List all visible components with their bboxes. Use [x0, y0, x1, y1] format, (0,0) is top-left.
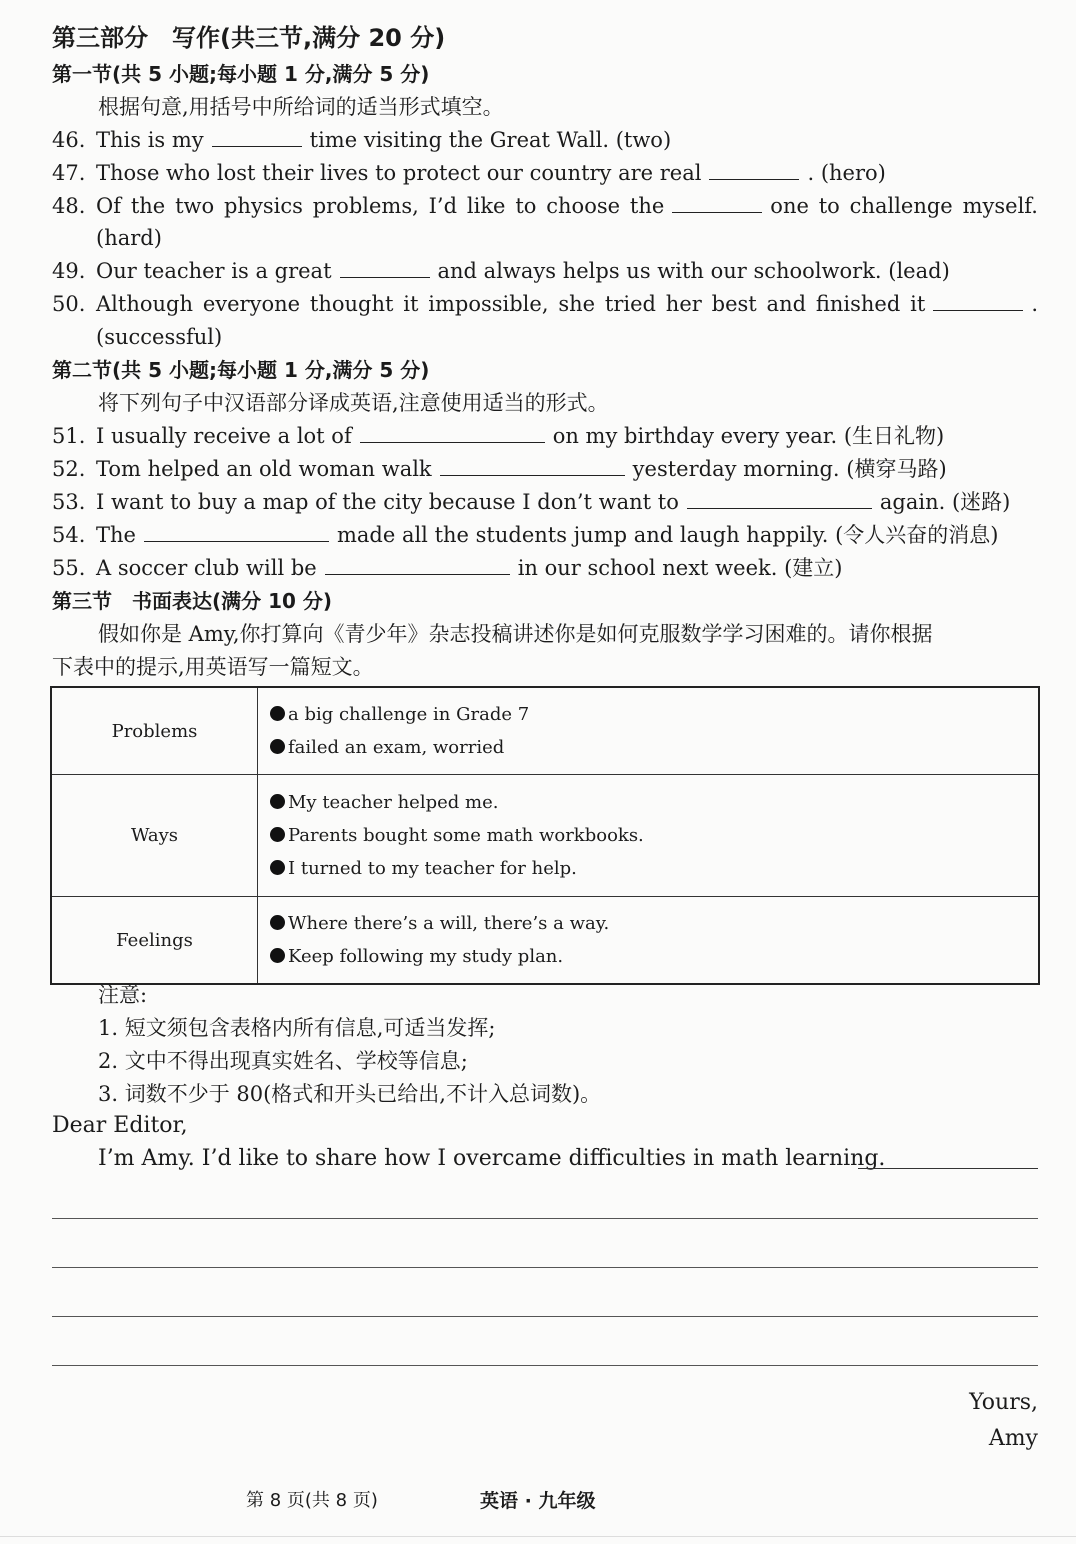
table-row — [51, 687, 1039, 775]
table-point: Where there’s a will, there’s a way. — [270, 907, 1026, 940]
table-point: failed an exam, worried — [270, 731, 1026, 764]
table-category: Ways — [51, 775, 258, 897]
question-text-after: one to challenge myself. — [770, 194, 1038, 218]
question-number: 52. — [52, 457, 86, 481]
bullet-dot-icon — [270, 827, 285, 842]
section3-prompt-line2: 下表中的提示,用英语写一篇短文。 — [52, 655, 374, 679]
question-text-continued: (hard) — [96, 226, 162, 250]
section2-title: 第二节(共 5 小题;每小题 1 分,满分 5 分) — [52, 358, 430, 382]
note-item: 2. 文中不得出现真实姓名、学校等信息; — [98, 1049, 468, 1073]
question-text-before: This is my — [96, 128, 204, 152]
table-point: Keep following my study plan. — [270, 940, 1026, 973]
table-row — [51, 897, 1039, 985]
table-points — [258, 897, 1040, 985]
question-text-before: A soccer club will be — [96, 556, 317, 580]
question-number: 53. — [52, 490, 86, 514]
note-item: 1. 短文须包含表格内所有信息,可适当发挥; — [98, 1016, 496, 1040]
table-points — [258, 775, 1040, 897]
answer-blank[interactable] — [933, 290, 1023, 311]
table-point: Parents bought some math workbooks. — [270, 819, 1026, 852]
answer-blank[interactable] — [440, 455, 625, 476]
note-item: 3. 词数不少于 80(格式和开头已给出,不计入总词数)。 — [98, 1082, 602, 1106]
question-text-after: made all the students jump and laugh happily. (令人兴奋的消息) — [336, 523, 999, 547]
section2-instruction: 将下列句子中汉语部分译成英语,注意使用适当的形式。 — [98, 391, 609, 415]
question-text-after: on my birthday every year. (生日礼物) — [552, 424, 945, 448]
question-number: 51. — [52, 424, 86, 448]
part-title: 第三部分 写作(共三节,满分 20 分) — [52, 24, 446, 52]
question-number: 46. — [52, 128, 86, 152]
page-number: 第 8 页(共 8 页) — [246, 1490, 378, 1511]
question-text-before: Of the two physics problems, I’d like to choose the — [96, 194, 665, 218]
question-text-before: Although everyone thought it impossible, she tried her best and finished it — [96, 292, 926, 316]
table-row — [51, 775, 1039, 897]
section1-title: 第一节(共 5 小题;每小题 1 分,满分 5 分) — [52, 62, 430, 86]
question-text-before: I usually receive a lot of — [96, 424, 352, 448]
answer-blank[interactable] — [212, 126, 302, 147]
letter-signature: Amy — [988, 1426, 1038, 1451]
table-point: My teacher helped me. — [270, 786, 1026, 819]
question-text-before: Tom helped an old woman walk — [96, 457, 432, 481]
answer-blank[interactable] — [687, 488, 872, 509]
letter-closing: Yours, — [969, 1390, 1038, 1415]
question-number: 49. — [52, 259, 86, 283]
question-text-continued: (successful) — [96, 325, 223, 349]
bullet-dot-icon — [270, 739, 285, 754]
question-text-before: Those who lost their lives to protect our country are real — [96, 161, 702, 185]
question-number: 48. — [52, 194, 86, 218]
subject-label: 英语 · 九年级 — [480, 1490, 596, 1512]
writing-line[interactable] — [52, 1267, 1038, 1268]
letter-opening: I’m Amy. I’d like to share how I overcame difficulties in math learning. — [98, 1146, 886, 1171]
bullet-dot-icon — [270, 860, 285, 875]
question-number: 50. — [52, 292, 86, 316]
question-text-after: . — [1031, 292, 1038, 316]
question-text-before: The — [96, 523, 136, 547]
question-text-before: I want to buy a map of the city because I don’t want to — [96, 490, 679, 514]
bullet-dot-icon — [270, 794, 285, 809]
writing-line[interactable] — [52, 1218, 1038, 1219]
question-text-after: yesterday morning. (横穿马路) — [632, 457, 947, 481]
notes-title: 注意: — [98, 983, 148, 1007]
question-number: 54. — [52, 523, 86, 547]
question-number: 47. — [52, 161, 86, 185]
table-category: Problems — [51, 687, 258, 775]
question-text-after: again. (迷路) — [879, 490, 1011, 514]
answer-blank[interactable] — [672, 192, 762, 213]
table-category: Feelings — [51, 897, 258, 985]
writing-line-first[interactable] — [858, 1168, 1038, 1169]
question-text-after: . (hero) — [807, 161, 886, 185]
section3-title: 第三节 书面表达(满分 10 分) — [52, 589, 333, 613]
question-text-after: time visiting the Great Wall. (two) — [309, 128, 672, 152]
page-edge — [0, 1536, 1076, 1537]
bullet-dot-icon — [270, 915, 285, 930]
bullet-dot-icon — [270, 948, 285, 963]
question-text-after: in our school next week. (建立) — [517, 556, 843, 580]
answer-blank[interactable] — [144, 521, 329, 542]
question-number: 55. — [52, 556, 86, 580]
table-points — [258, 687, 1040, 775]
writing-hints-table — [50, 686, 1040, 985]
writing-line[interactable] — [52, 1316, 1038, 1317]
question-text-before: Our teacher is a great — [96, 259, 332, 283]
bullet-dot-icon — [270, 706, 285, 721]
answer-blank[interactable] — [360, 422, 545, 443]
letter-salutation: Dear Editor, — [52, 1113, 188, 1138]
answer-blank[interactable] — [709, 159, 799, 180]
table-point: I turned to my teacher for help. — [270, 852, 1026, 885]
writing-line[interactable] — [52, 1365, 1038, 1366]
question-text-after: and always helps us with our schoolwork. (lead) — [437, 259, 950, 283]
section1-instruction: 根据句意,用括号中所给词的适当形式填空。 — [98, 95, 504, 119]
table-point: a big challenge in Grade 7 — [270, 698, 1026, 731]
section3-prompt-line1: 假如你是 Amy,你打算向《青少年》杂志投稿讲述你是如何克服数学学习困难的。请你根据 — [98, 622, 933, 646]
answer-blank[interactable] — [340, 257, 430, 278]
answer-blank[interactable] — [325, 554, 510, 575]
